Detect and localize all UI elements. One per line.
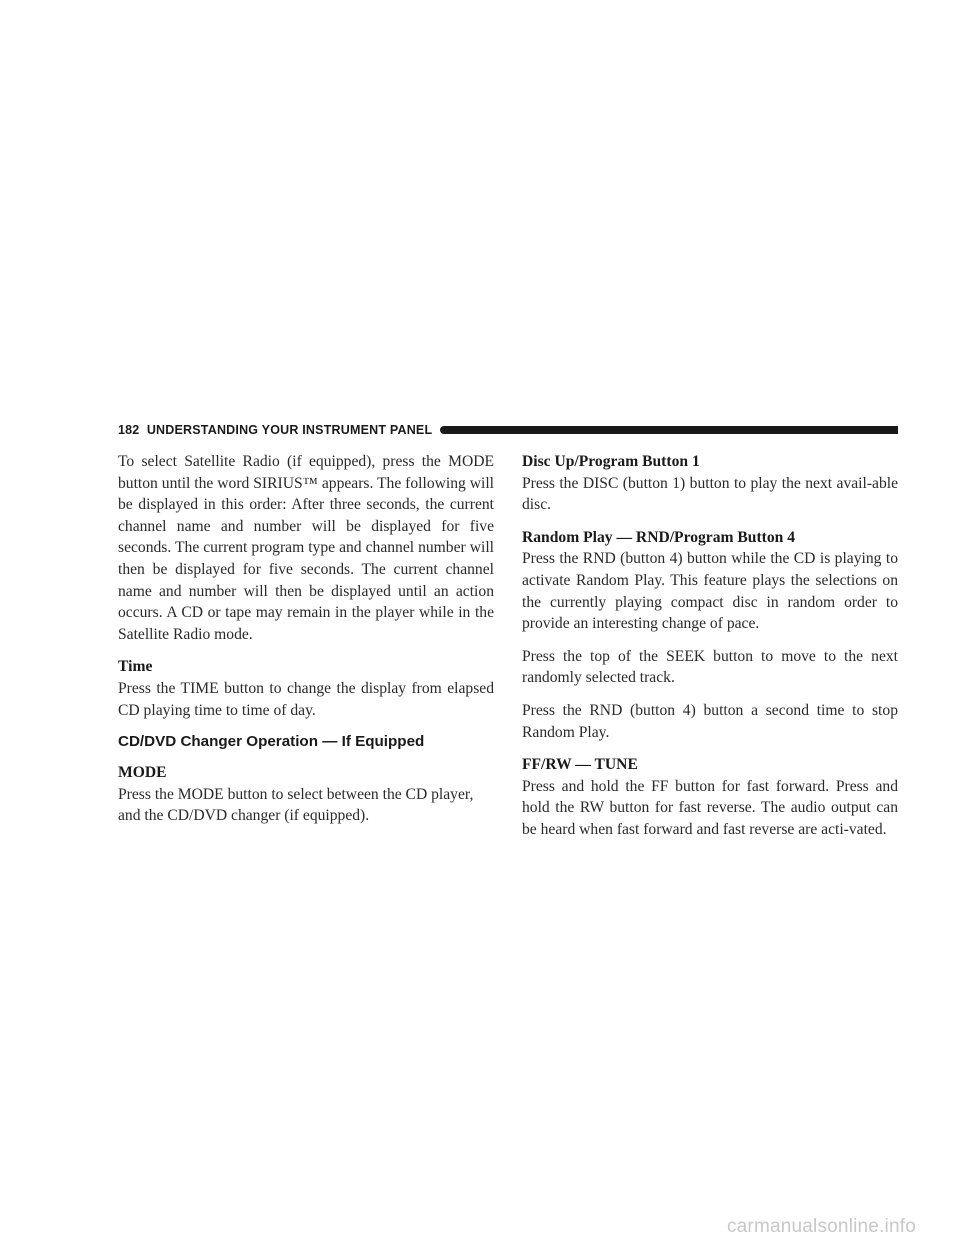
disc-up-heading: Disc Up/Program Button 1	[522, 453, 700, 470]
left-column	[118, 451, 494, 838]
ffrw-tune-paragraph: Press and hold the FF button for fast forward. Press and hold the RW button for fast reverse. The audio output can be heard when fast forward and fast reverse are acti-vated.	[522, 777, 898, 838]
right-column	[522, 451, 898, 852]
mode-paragraph: Press the MODE button to select between the CD player, and the CD/DVD changer (if equipped).	[118, 785, 474, 825]
time-heading: Time	[118, 658, 153, 676]
random-play-paragraph-3: Press the RND (button 4) button a second time to stop Random Play.	[522, 701, 898, 741]
ffrw-tune-heading: FF/RW — TUNE	[522, 756, 638, 774]
random-play-paragraph-2: Press the top of the SEEK button to move to the next randomly selected track.	[522, 647, 898, 687]
watermark-text: carmanualsonline.info	[726, 1216, 916, 1237]
section-title: UNDERSTANDING YOUR INSTRUMENT PANEL	[146, 423, 433, 437]
time-paragraph: Press the TIME button to change the display from elapsed CD playing time to time of day.	[118, 679, 494, 719]
satellite-radio-paragraph: To select Satellite Radio (if equipped), press the MODE button until the word SIRIUS™ appears. The following will be displayed in this order: After three seconds, the current channel name and number will be displayed for five seconds. The current program type and channel number will then be displayed for five seconds. The current channel name and number will then be displayed until an action occurs. A CD or tape may remain in the player while in the Satellite Radio mode.	[118, 453, 494, 643]
random-play-paragraph-1: Press the RND (button 4) button while the CD is playing to activate Random Play. This feature plays the selections on the currently playing compact disc in random order to provide an interesting change of pace.	[522, 550, 898, 633]
disc-up-paragraph: Press the DISC (button 1) button to play the next avail-able disc.	[522, 474, 898, 514]
page-header-text	[118, 423, 432, 437]
header-rule-bar	[440, 426, 898, 434]
random-play-heading: Random Play — RND/Program Button 4	[522, 528, 796, 546]
page-number: 182	[118, 423, 140, 437]
mode-heading: MODE	[118, 764, 167, 782]
page-header	[118, 422, 898, 438]
cd-dvd-changer-heading: CD/DVD Changer Operation — If Equipped	[118, 733, 425, 751]
